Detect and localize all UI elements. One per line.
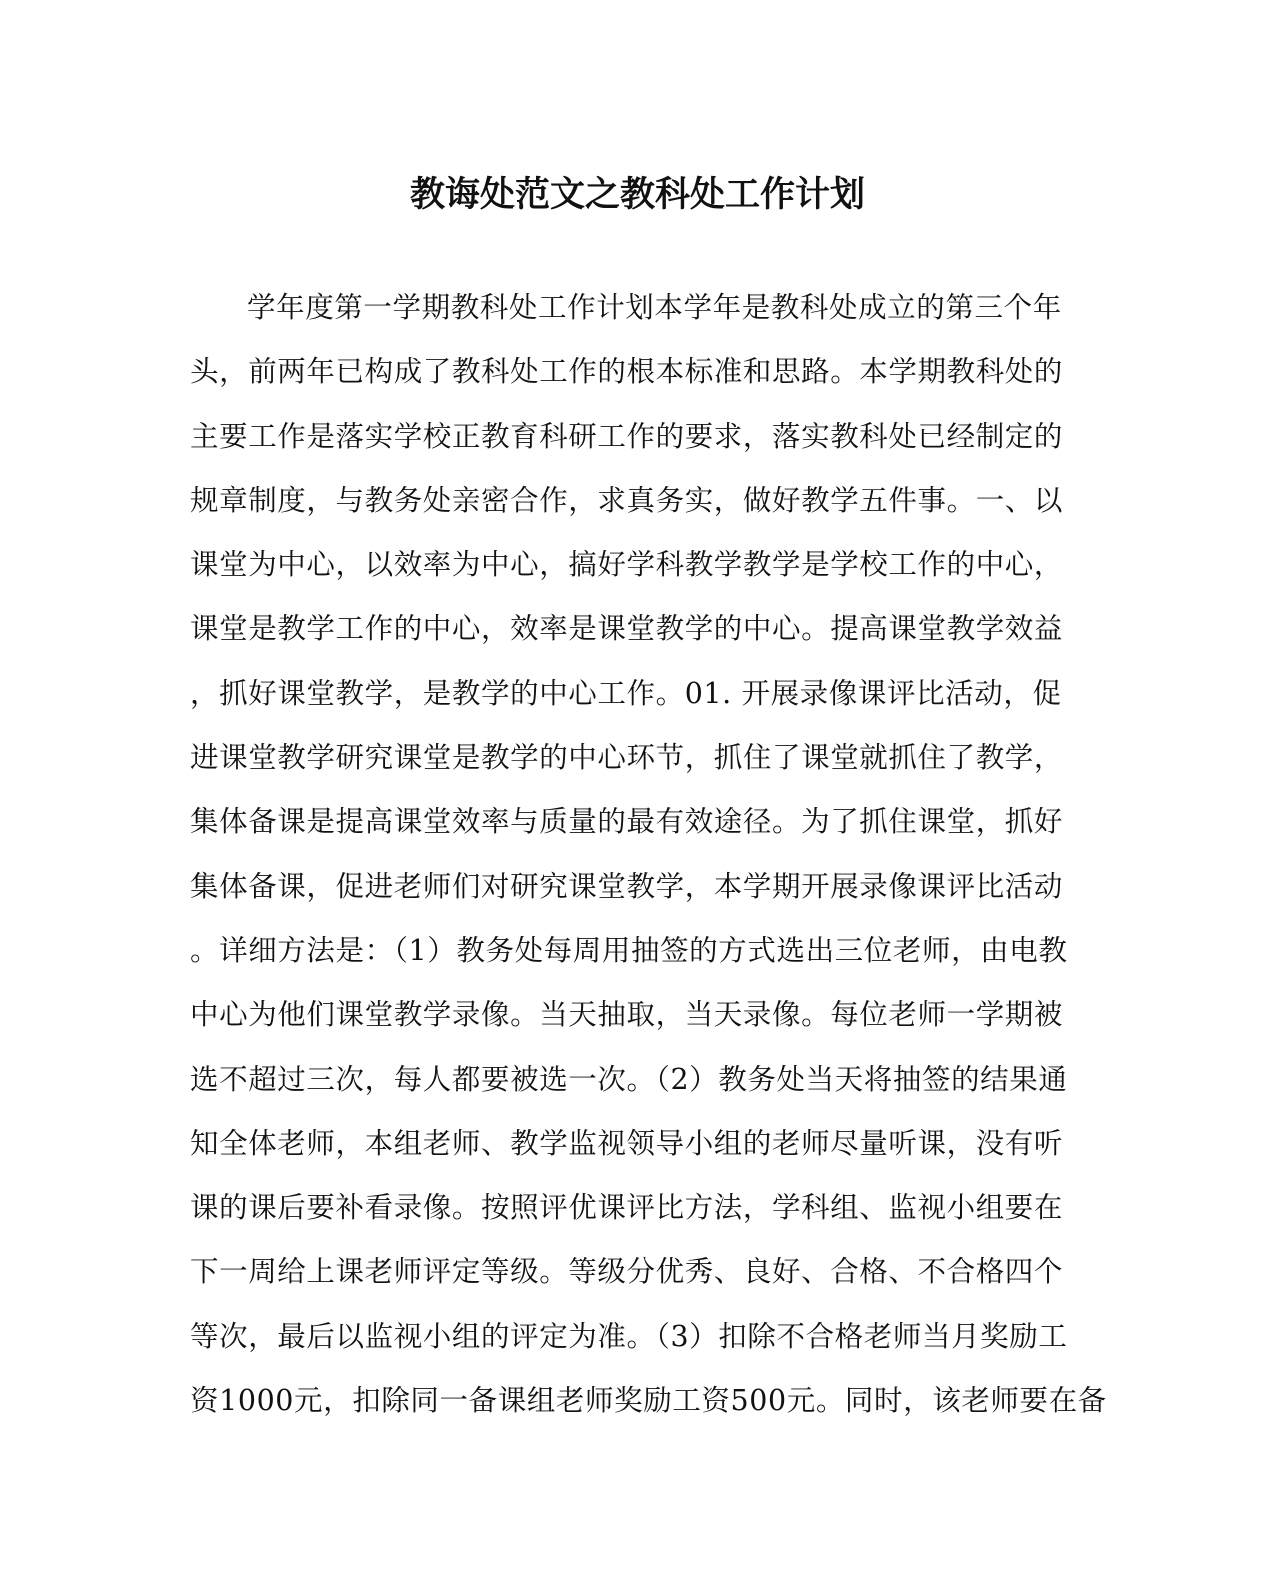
body-line: 等次，最后以监视小组的评定为准。（3）扣除不合格老师当月奖励工: [190, 1319, 1068, 1353]
body-line: 课堂是教学工作的中心，效率是课堂教学的中心。提高课堂教学效益: [190, 612, 1064, 646]
body-line: 规章制度，与教务处亲密合作，求真务实，做好教学五件事。一、以: [190, 483, 1064, 517]
body-line: 中心为他们课堂教学录像。当天抽取，当天录像。每位老师一学期被: [190, 998, 1064, 1032]
body-line: 学年度第一学期教科处工作计划本学年是教科处成立的第三个年: [247, 291, 1062, 324]
body-line: 集体备课，促进老师们对研究课堂教学，本学期开展录像课评比活动: [190, 869, 1064, 903]
body-line: 下一周给上课老师评定等级。等级分优秀、良好、合格、不合格四个: [190, 1255, 1064, 1289]
document-title: 教诲处范文之教科处工作计划: [409, 174, 865, 215]
body-line: 。详细方法是：（1）教务处每周用抽签的方式选出三位老师，由电教: [190, 933, 1068, 967]
body-line: ，抓好课堂教学，是教学的中心工作。01. 开展录像课评比活动，促: [190, 676, 1062, 710]
body-line: 头，前两年已构成了教科处工作的根本标准和思路。本学期教科处的: [190, 355, 1064, 389]
body-line: 进课堂教学研究课堂是教学的中心环节，抓住了课堂就抓住了教学，: [190, 741, 1064, 775]
document-body: [190, 280, 1107, 1437]
body-line: 主要工作是落实学校正教育科研工作的要求，落实教科处已经制定的: [190, 419, 1064, 453]
body-line: 课堂为中心，以效率为中心，搞好学科教学教学是学校工作的中心，: [190, 548, 1064, 582]
body-line: 资1000元，扣除同一备课组老师奖励工资500元。同时，该老师要在备: [190, 1384, 1107, 1418]
body-line: 集体备课是提高课堂效率与质量的最有效途径。为了抓住课堂，抓好: [190, 805, 1064, 839]
body-line: 选不超过三次，每人都要被选一次。（2）教务处当天将抽签的结果通: [190, 1062, 1068, 1096]
body-line: 知全体老师，本组老师、教学监视领导小组的老师尽量听课，没有听: [190, 1126, 1064, 1160]
body-line: 课的课后要补看录像。按照评优课评比方法，学科组、监视小组要在: [190, 1191, 1064, 1225]
